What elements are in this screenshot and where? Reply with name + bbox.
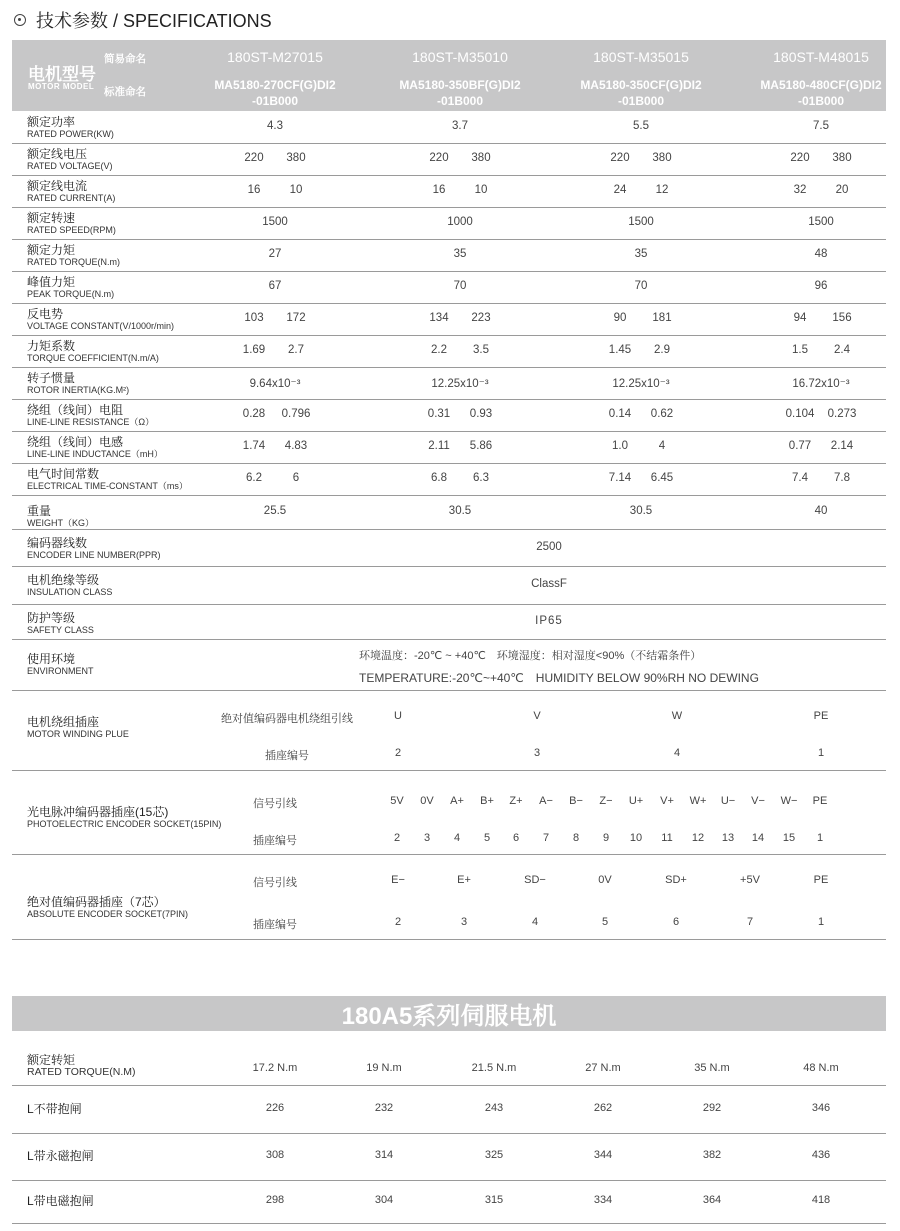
spec-value: 48 [814,248,828,260]
photo-signal-label: 信号引线 [253,798,297,810]
spec-value-380v: 2.7 [288,344,304,356]
spec-value-380v: 10 [474,184,488,196]
spec-value-220v: 6.2 [246,472,262,484]
spec-label-cn: 额定线电压 [27,147,88,161]
safety-value: IP65 [535,615,563,627]
spec-label-cn: 额定功率 [27,115,76,129]
spec-value: 1000 [447,216,473,228]
spec-value: 25.5 [263,505,287,517]
signal-name: W+ [689,795,707,807]
spec-value-220v: 0.14 [608,408,632,420]
length-value: 314 [374,1149,394,1161]
pin-number: 14 [751,832,765,844]
spec-value-380v: 3.5 [473,344,489,356]
safety-row [12,605,886,640]
spec-value-380v: 4.83 [284,440,308,452]
torque-value: 35 N.m [694,1062,730,1074]
spec-value: 5.5 [633,120,649,132]
spec-value-220v: 6.8 [431,472,447,484]
pin-number: 1 [817,747,825,759]
spec-row-label [27,211,116,236]
signal-name: V+ [660,795,674,807]
insulation-label-en: INSULATION CLASS [27,587,113,597]
signal-name: 5V [390,795,404,807]
spec-value-220v: 220 [790,152,810,164]
signal-name: Z+ [509,795,523,807]
spec-label-en: TORQUE COEFFICIENT(N.m/A) [27,353,159,363]
spec-row [12,272,886,304]
spec-value-380v: 0.796 [281,408,311,420]
length-value: 232 [374,1102,394,1114]
insulation-row [12,567,886,605]
torque-value: 27 N.m [585,1062,621,1074]
length-value: 304 [374,1194,394,1206]
signal-name: W [671,710,683,722]
length-value: 334 [593,1194,613,1206]
spec-row-label [27,115,114,140]
spec-value-220v: 0.28 [242,408,266,420]
signal-name: SD+ [665,874,687,886]
winding-plug-label-en: MOTOR WINDING PLUE [27,729,129,739]
model-short-name: 180ST-M48015 [773,49,869,65]
signal-name: B− [569,795,583,807]
torque-header-row [12,1050,886,1086]
signal-name: E+ [457,874,471,886]
abs-encoder-row [12,855,886,940]
spec-value: 96 [814,280,828,292]
spec-value-220v: 134 [429,312,449,324]
spec-value-220v: 16 [432,184,446,196]
spec-label-en: PEAK TORQUE(N.m) [27,289,115,299]
pin-number: 11 [661,832,673,844]
spec-value-380v: 6.45 [650,472,674,484]
spec-value-220v: 7.14 [608,472,632,484]
pin-number: 3 [460,916,468,928]
encoder-line-label-en: ENCODER LINE NUMBER(PPR) [27,550,161,560]
winding-signal-label: 绝对值编码器电机绕组引线 [221,713,353,725]
spec-label-cn: 转子惯量 [27,371,76,385]
motor-model-label-cn: 电机型号 [28,65,96,84]
spec-value-380v: 380 [286,152,306,164]
spec-value: 12.25x10⁻³ [612,378,670,390]
spec-value: 4.3 [267,120,283,132]
safety-label-cn: 防护等级 [27,611,76,625]
spec-value-220v: 16 [247,184,261,196]
spec-value: 30.5 [629,505,653,517]
spec-row [12,304,886,336]
model-std-name-line2: -01B000 [617,94,665,108]
spec-label-en: RATED VOLTAGE(V) [27,161,113,171]
spec-label-cn: 绕组（线间）电感 [27,435,124,449]
spec-label-cn: 反电势 [27,307,64,321]
signal-name: SD− [524,874,546,886]
length-value: 346 [811,1102,831,1114]
spec-value-380v: 223 [471,312,491,324]
environment-line-cn: 环境温度：-20℃ ~ +40℃ 环境湿度：相对湿度<90%（不结霜条件） [359,650,702,662]
length-row [12,1181,886,1224]
spec-value-220v: 1.74 [242,440,266,452]
spec-value: 1500 [262,216,288,228]
pin-number: 13 [721,832,735,844]
photo-encoder-row [12,771,886,855]
pin-number: 4 [453,832,461,844]
spec-value-220v: 1.5 [792,344,808,356]
spec-value-380v: 0.93 [469,408,493,420]
target-circle-icon [14,14,26,26]
spec-value-220v: 90 [613,312,627,324]
spec-value-380v: 12 [655,184,669,196]
signal-name: U+ [628,795,644,807]
torque-label-en: RATED TORQUE(N.M) [27,1066,136,1078]
environment-label-cn: 使用环境 [27,652,76,666]
abs-pin-label: 插座编号 [253,919,297,931]
model-std-name [185,77,365,109]
model-std-name [551,77,731,109]
pin-number: 2 [394,747,402,759]
spec-row [12,336,886,368]
spec-value-380v: 380 [652,152,672,164]
model-std-name-line2: -01B000 [436,94,484,108]
pin-number: 7 [746,916,754,928]
spec-row-label [27,275,114,300]
length-value: 308 [265,1149,285,1161]
spec-value-220v: 7.4 [792,472,808,484]
spec-value-380v: 380 [832,152,852,164]
spec-value: 27 [268,248,282,260]
model-std-name-line2: -01B000 [797,94,845,108]
spec-value-380v: 4 [658,440,666,452]
spec-value-380v: 10 [289,184,303,196]
spec-row-label [27,179,115,204]
signal-name: U− [720,795,736,807]
spec-value-380v: 0.62 [650,408,674,420]
spec-label-en: WEIGHT（KG） [27,518,94,528]
pin-number: 2 [394,916,402,928]
spec-label-en: LINE-LINE RESISTANCE（Ω） [27,417,155,427]
spec-value-220v: 0.77 [788,440,812,452]
encoder-line-value: 2500 [536,541,562,553]
pin-number: 10 [629,832,643,844]
length-value: 226 [265,1102,285,1114]
pin-number: 1 [817,916,825,928]
pin-number: 5 [483,832,491,844]
signal-name: 0V [420,795,434,807]
pin-number: 4 [531,916,539,928]
spec-label-cn: 重量 [27,504,52,518]
spec-row [12,112,886,144]
model-std-name-line1: MA5180-350CF(G)DI2 [580,78,702,92]
length-value: 298 [265,1194,285,1206]
photo-pin-label: 插座编号 [253,835,297,847]
pin-number: 7 [542,832,550,844]
signal-name: 0V [598,874,612,886]
spec-value-220v: 220 [610,152,630,164]
spec-label-cn: 峰值力矩 [27,275,76,289]
torque-value: 48 N.m [803,1062,839,1074]
pin-number: 9 [602,832,610,844]
spec-value-220v: 0.104 [785,408,815,420]
spec-row-label [27,403,154,428]
spec-value-220v: 1.0 [612,440,628,452]
spec-value-220v: 220 [429,152,449,164]
spec-row [12,496,886,530]
spec-value: 30.5 [448,505,472,517]
spec-value: 35 [453,248,467,260]
spec-row-label [27,504,94,529]
environment-label-en: ENVIRONMENT [27,666,94,676]
length-value: 292 [702,1102,722,1114]
spec-value-220v: 24 [613,184,627,196]
pin-number: 8 [572,832,580,844]
spec-value-220v: 2.11 [428,440,450,452]
page-title-bar [14,6,272,34]
spec-value-380v: 172 [286,312,306,324]
spec-row-label [27,435,163,460]
spec-row-label [27,307,174,332]
encoder-line-label-cn: 编码器线数 [27,536,88,550]
pin-number: 6 [512,832,520,844]
spec-value-220v: 32 [793,184,807,196]
spec-row [12,144,886,176]
length-row [12,1086,886,1134]
signal-name: B+ [480,795,494,807]
model-short-name: 180ST-M35010 [412,49,508,65]
winding-pin-label: 插座编号 [265,750,309,762]
spec-label-cn: 力矩系数 [27,339,76,353]
spec-value-220v: 2.2 [431,344,447,356]
length-value: 325 [484,1149,504,1161]
length-value: 436 [811,1149,831,1161]
signal-name: V [533,710,541,722]
length-value: 243 [484,1102,504,1114]
signal-name: PE [813,874,829,886]
pin-number: 3 [423,832,431,844]
spec-value-380v: 156 [832,312,852,324]
signal-name: V− [751,795,765,807]
torque-value: 21.5 N.m [471,1062,517,1074]
model-std-name [370,77,550,109]
model-short-name: 180ST-M35015 [593,49,689,65]
spec-value-380v: 20 [835,184,849,196]
spec-value-220v: 94 [793,312,807,324]
pin-number: 5 [601,916,609,928]
spec-value-380v: 380 [471,152,491,164]
model-short-name: 180ST-M27015 [227,49,323,65]
spec-label-en: LINE-LINE INDUCTANCE（mH） [27,449,163,459]
insulation-value: ClassF [531,578,567,590]
photo-encoder-label-cn: 光电脉冲编码器插座(15芯) [27,805,169,819]
photo-encoder-label-en: PHOTOELECTRIC ENCODER SOCKET(15PIN) [27,819,222,829]
spec-value-380v: 6.3 [473,472,489,484]
spec-row [12,464,886,496]
spec-label-en: RATED TORQUE(N.m) [27,257,121,267]
spec-value-220v: 1.45 [608,344,632,356]
signal-name: U [394,710,402,722]
spec-table-header [12,40,886,111]
series-title: 180A5系列伺服电机 [12,996,886,1031]
environment-line-en: TEMPERATURE:-20℃~+40℃ HUMIDITY BELOW 90%RH NO DEWING [359,671,759,685]
spec-label-cn: 额定转速 [27,211,76,225]
winding-plug-label-cn: 电机绕组插座 [27,715,100,729]
pin-number: 12 [691,832,705,844]
spec-value-380v: 5.86 [469,440,493,452]
length-row-label: L不带抱闸 [27,1102,82,1116]
encoder-line-row [12,530,886,567]
spec-value: 67 [268,280,282,292]
spec-label-en: ELECTRICAL TIME-CONSTANT（ms） [27,481,188,491]
spec-value: 1500 [808,216,834,228]
spec-label-en: RATED POWER(KW) [27,129,114,139]
length-value: 382 [702,1149,722,1161]
signal-name: +5V [740,874,760,886]
spec-value-380v: 2.14 [830,440,854,452]
spec-row-label [27,467,188,492]
short-name-label: 简易命名 [104,53,146,65]
spec-value: 70 [634,280,648,292]
signal-name: A+ [450,795,464,807]
spec-value: 1500 [628,216,654,228]
signal-name: E− [391,874,405,886]
spec-row-label [27,339,159,364]
pin-number: 4 [673,747,681,759]
spec-label-en: VOLTAGE CONSTANT(V/1000r/min) [27,321,175,331]
spec-row [12,432,886,464]
signal-name: PE [813,710,829,722]
length-value: 418 [811,1194,831,1206]
torque-value: 19 N.m [366,1062,402,1074]
length-value: 344 [593,1149,613,1161]
spec-value-380v: 7.8 [834,472,850,484]
model-std-name-line2: -01B000 [251,94,299,108]
pin-number: 6 [672,916,680,928]
spec-value: 12.25x10⁻³ [431,378,489,390]
motor-model-label-en: MOTOR MODEL [28,82,95,91]
pin-number: 2 [393,832,401,844]
spec-row [12,176,886,208]
signal-name: Z− [599,795,613,807]
environment-row [12,640,886,691]
spec-row-label [27,243,120,268]
spec-value: 3.7 [452,120,468,132]
spec-value-220v: 0.31 [427,408,451,420]
model-std-name-line1: MA5180-350BF(G)DI2 [399,78,521,92]
insulation-label-cn: 电机绝缘等级 [27,573,100,587]
spec-value-220v: 103 [244,312,264,324]
model-std-name-line1: MA5180-480CF(G)DI2 [760,78,882,92]
spec-value-380v: 2.9 [654,344,670,356]
spec-value-220v: 1.69 [242,344,266,356]
spec-label-cn: 电气时间常数 [27,467,100,481]
length-row-label: L带永磁抱闸 [27,1149,94,1163]
spec-row [12,368,886,400]
spec-label-en: RATED CURRENT(A) [27,193,116,203]
torque-label-cn: 额定转矩 [27,1053,76,1067]
spec-row [12,240,886,272]
length-value: 315 [484,1194,504,1206]
safety-label-en: SAFETY CLASS [27,625,94,635]
spec-value-380v: 181 [652,312,672,324]
spec-row-label [27,147,113,172]
spec-label-en: RATED SPEED(RPM) [27,225,116,235]
spec-value-380v: 6 [292,472,300,484]
page-title: 技术参数 / SPECIFICATIONS [36,11,272,31]
spec-label-cn: 绕组（线间）电阻 [27,403,124,417]
spec-value: 35 [634,248,648,260]
spec-value: 16.72x10⁻³ [792,378,850,390]
pin-number: 15 [782,832,796,844]
spec-row [12,400,886,432]
spec-row [12,208,886,240]
spec-label-cn: 额定线电流 [27,179,88,193]
spec-row-label [27,371,129,396]
spec-label-cn: 额定力矩 [27,243,76,257]
pin-number: 3 [533,747,541,759]
abs-signal-label: 信号引线 [253,877,297,889]
pin-number: 1 [816,832,824,844]
signal-name: A− [539,795,553,807]
spec-label-en: ROTOR INERTIA(KG.M²) [27,385,130,395]
abs-encoder-label-cn: 绝对值编码器插座（7芯） [27,895,166,909]
length-value: 364 [702,1194,722,1206]
signal-name: PE [812,795,828,807]
abs-encoder-label-en: ABSOLUTE ENCODER SOCKET(7PIN) [27,909,189,919]
signal-name: W− [780,795,798,807]
spec-value: 70 [453,280,467,292]
spec-value: 7.5 [813,120,829,132]
winding-plug-row [12,691,886,771]
std-name-label: 标准命名 [104,86,146,98]
spec-value-380v: 0.273 [827,408,857,420]
spec-value-220v: 220 [244,152,264,164]
torque-value: 17.2 N.m [252,1062,298,1074]
model-std-name [731,77,900,109]
length-row-label: L带电磁抱闸 [27,1194,94,1208]
length-value: 262 [593,1102,613,1114]
model-std-name-line1: MA5180-270CF(G)DI2 [214,78,336,92]
spec-value: 9.64x10⁻³ [249,378,301,390]
length-row [12,1134,886,1181]
spec-value-380v: 2.4 [834,344,850,356]
spec-value: 40 [814,505,828,517]
